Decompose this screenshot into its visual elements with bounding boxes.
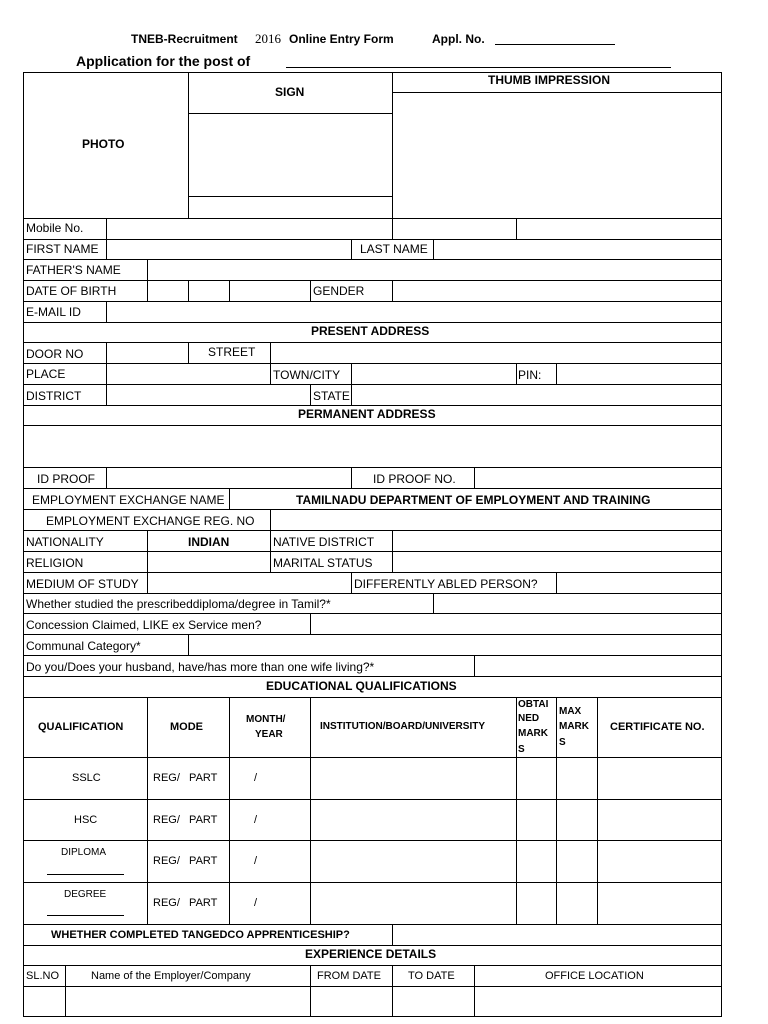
concession-question: Concession Claimed, LIKE ex Service men? [26,618,262,632]
col-obtained-2: NED [518,713,540,724]
month-year-hsc[interactable]: / [254,814,258,826]
id-proof-label: ID PROOF [37,472,96,486]
col-max-2: MARK [559,721,589,732]
sign-box[interactable] [189,114,392,196]
col-obtained-1: OBTAI [518,699,549,710]
wife-question-field[interactable] [475,656,721,676]
place-field[interactable] [107,364,270,384]
tamil-medium-question: Whether studied the prescribeddiploma/degree in Tamil?* [26,597,331,611]
state-label: STATE [313,389,350,403]
gender-label: GENDER [313,284,365,298]
exp-col-office-location: OFFICE LOCATION [545,970,644,982]
pin-field[interactable] [557,364,721,384]
photo-box-label: PHOTO [82,137,125,151]
medium-of-study-label: MEDIUM OF STUDY [26,577,139,591]
communal-category-label: Communal Category* [26,639,141,653]
apprenticeship-question: WHETHER COMPLETED TANGEDCO APPRENTICESHIP? [51,929,350,941]
month-year-diploma[interactable]: / [254,855,258,867]
thumb-impression-label: THUMB IMPRESSION [488,73,611,87]
email-field[interactable] [107,302,721,322]
religion-field[interactable] [148,552,270,572]
communal-category-field[interactable] [189,635,721,655]
month-year-sslc[interactable]: / [254,772,258,784]
native-district-field[interactable] [393,531,721,551]
last-name-field[interactable] [434,240,721,259]
col-month-year-2: YEAR [255,729,283,740]
qualification-diploma: DIPLOMA [61,847,107,858]
permanent-address-field[interactable] [24,426,721,467]
town-city-field[interactable] [352,364,516,384]
emp-exchange-name-value: TAMILNADU DEPARTMENT OF EMPLOYMENT AND TRAINING [296,493,651,507]
dob-label: DATE OF BIRTH [26,284,117,298]
education-heading: EDUCATIONAL QUALIFICATIONS [266,679,457,693]
form-title: TNEB-Recruitment [131,32,238,46]
col-obtained-4: S [518,744,525,755]
col-max-3: S [559,737,566,748]
dob-month-field[interactable] [189,281,229,301]
thumb-impression-box[interactable] [393,93,721,218]
state-field[interactable] [352,385,721,405]
tamil-medium-field[interactable] [434,594,721,613]
differently-abled-field[interactable] [557,573,721,593]
month-year-degree[interactable]: / [254,897,258,909]
district-field[interactable] [107,385,310,405]
experience-heading: EXPERIENCE DETAILS [305,947,437,961]
religion-label: RELIGION [26,556,84,570]
photo-box[interactable] [24,73,188,218]
permanent-address-heading: PERMANENT ADDRESS [298,407,436,421]
post-field[interactable] [286,67,671,68]
col-mode: MODE [170,721,203,733]
father-name-label: FATHER'S NAME [26,263,121,277]
street-field[interactable] [271,343,721,363]
marital-status-label: MARITAL STATUS [273,556,373,570]
pin-label: PIN: [518,368,542,382]
town-city-label: TOWN/CITY [273,368,341,382]
exp-col-to-date: TO DATE [408,970,455,982]
col-obtained-3: MARK [518,728,548,739]
wife-question: Do you/Does your husband, have/has more than one wife living?* [26,660,375,674]
father-name-field[interactable] [148,260,721,280]
dob-day-field[interactable] [148,281,188,301]
door-no-label: DOOR NO [26,347,84,361]
appl-no-label: Appl. No. [432,32,485,46]
form-year: 2016 [255,31,281,46]
door-no-field[interactable] [107,343,188,363]
nationality-label: NATIONALITY [26,535,104,549]
place-label: PLACE [26,367,66,381]
exp-col-from-date: FROM DATE [317,970,381,982]
emp-exchange-reg-label: EMPLOYMENT EXCHANGE REG. NO [46,514,255,528]
appl-no-field[interactable] [495,44,615,45]
differently-abled-label: DIFFERENTLY ABLED PERSON? [354,577,538,591]
exp-col-slno: SL.NO [26,970,60,982]
form-subtitle: Online Entry Form [289,32,394,46]
id-proof-no-field[interactable] [475,468,721,488]
first-name-label: FIRST NAME [26,242,99,256]
id-proof-no-label: ID PROOF NO. [373,472,456,486]
col-institution: INSTITUTION/BOARD/UNIVERSITY [320,721,486,732]
experience-row[interactable] [24,987,721,1016]
exp-col-employer: Name of the Employer/Company [91,970,251,982]
district-label: DISTRICT [26,389,82,403]
emp-exchange-name-label: EMPLOYMENT EXCHANGE NAME [32,493,225,507]
dob-year-field[interactable] [230,281,310,301]
marital-status-field[interactable] [393,552,721,572]
gender-field[interactable] [393,281,721,301]
mode-diploma[interactable]: REG/ PART [153,855,218,867]
mode-hsc[interactable]: REG/ PART [153,814,218,826]
native-district-label: NATIVE DISTRICT [273,535,375,549]
col-max-1: MAX [559,706,582,717]
qualification-hsc: HSC [74,814,98,826]
email-label: E-MAIL ID [26,305,81,319]
concession-field[interactable] [311,614,721,634]
street-label: STREET [208,345,256,359]
qualification-sslc: SSLC [72,772,101,784]
col-certificate: CERTIFICATE NO. [610,721,705,733]
col-month-year-1: MONTH/ [246,714,286,725]
medium-of-study-field[interactable] [148,573,351,593]
sign-box-label: SIGN [275,85,305,99]
first-name-field[interactable] [107,240,351,259]
nationality-value: INDIAN [188,535,230,549]
mode-degree[interactable]: REG/ PART [153,897,218,909]
apprenticeship-field[interactable] [393,925,721,945]
present-address-heading: PRESENT ADDRESS [311,324,430,338]
emp-exchange-reg-field[interactable] [271,510,721,530]
last-name-label: LAST NAME [360,242,428,256]
qualification-degree: DEGREE [64,889,107,900]
id-proof-field[interactable] [107,468,351,488]
mobile-label: Mobile No. [26,221,84,235]
mode-sslc[interactable]: REG/ PART [153,772,218,784]
col-qualification: QUALIFICATION [38,721,124,733]
post-label: Application for the post of [76,53,251,69]
mobile-field[interactable] [107,219,392,239]
